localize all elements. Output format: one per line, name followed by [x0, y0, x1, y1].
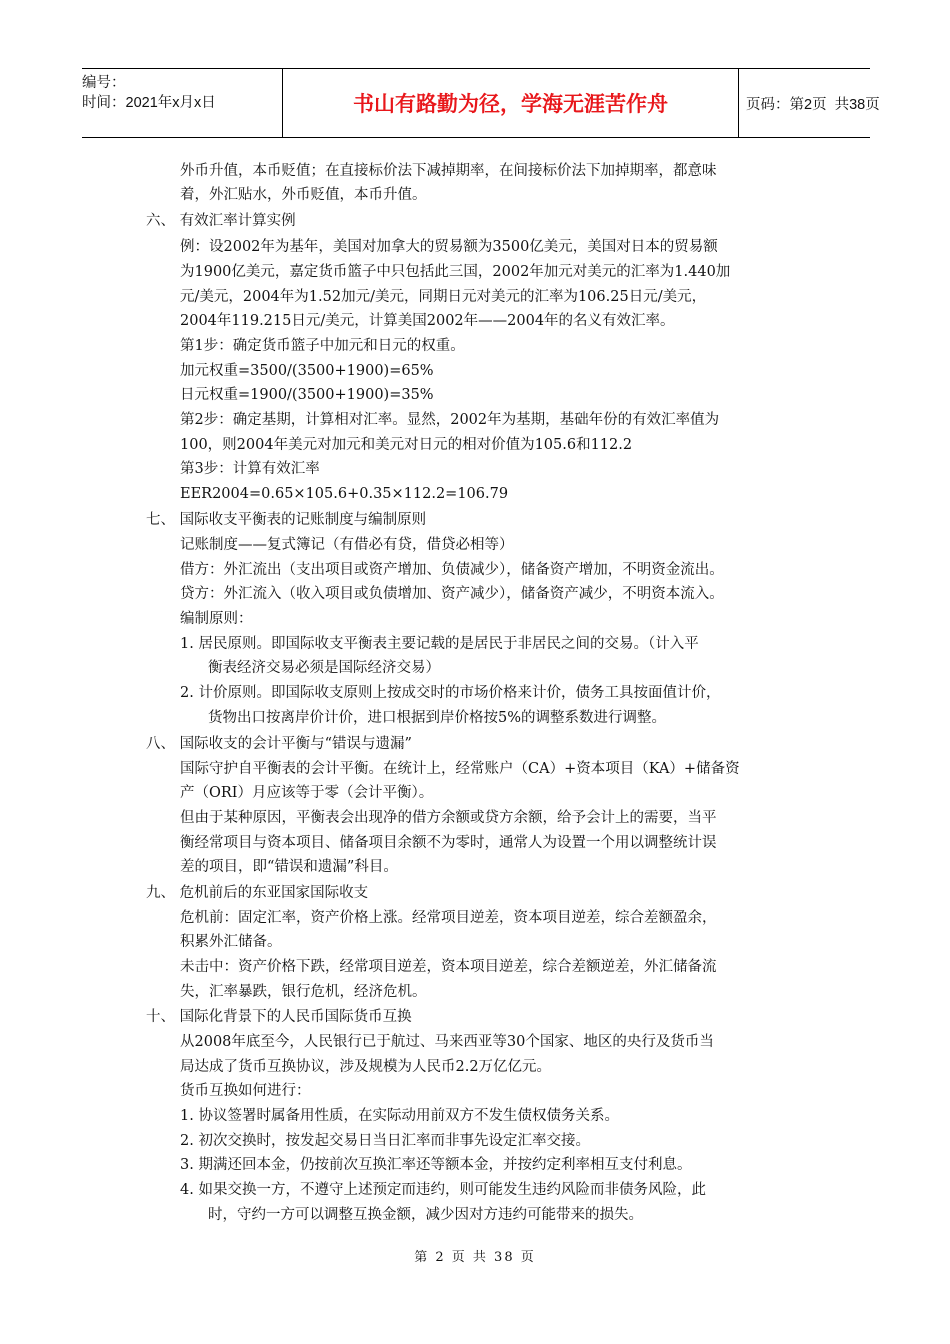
text-line: 第1步：确定货币篮子中加元和日元的权重。: [180, 338, 465, 354]
list-item: 1. 居民原则。即国际收支平衡表主要记载的是居民于非居民之间的交易。（计入平: [180, 636, 699, 652]
page-header: [82, 68, 880, 138]
text-line: 国际守护自平衡表的会计平衡。在统计上，经常账户（CA）+资本项目（KA）+储备资: [180, 761, 740, 777]
text-line: 局达成了货币互换协议，涉及规模为人民币2.2万亿亿元。: [180, 1059, 552, 1075]
text-line: 着，外汇贴水，外币贬值，本币升值。: [180, 187, 427, 203]
list-item: 2. 初次交换时，按发起交易日当日汇率而非事先设定汇率交接。: [180, 1133, 590, 1149]
text-line: 记账制度——复式簿记（有借必有贷，借贷必相等）: [180, 537, 514, 553]
text-line: 产（ORI）月应该等于零（会计平衡）。: [180, 785, 434, 801]
section-heading: 八、 国际收支的会计平衡与“错误与遗漏”: [146, 736, 412, 752]
section-heading: 九、 危机前后的东亚国家国际收支: [146, 885, 369, 901]
list-item-continuation: 衡表经济交易必须是国际经济交易）: [208, 660, 440, 676]
text-line: 差的项目，即“错误和遗漏”科目。: [180, 859, 398, 875]
text-line: 外币升值，本币贬值；在直接标价法下减掉期率，在间接标价法下加掉期率，都意味: [180, 163, 717, 179]
text-line: 例：设2002年为基年，美国对加拿大的贸易额为3500亿美元，美国对日本的贸易额: [180, 239, 718, 255]
list-item: 2. 计价原则。即国际收支原则上按成交时的市场价格来计价，债务工具按面值计价，: [180, 685, 721, 701]
text-line: EER2004=0.65×105.6+0.35×112.2=106.79: [180, 486, 509, 502]
section-heading: 十、 国际化背景下的人民币国际货币互换: [146, 1009, 412, 1025]
text-line: 加元权重=3500/(3500+1900)=65%: [180, 363, 434, 379]
text-line: 2004年119.215日元/美元，计算美国2002年——2004年的名义有效汇率。: [180, 313, 675, 329]
page-footer: 第 2 页 共 38 页: [414, 1250, 536, 1265]
text-line: 但由于某种原因，平衡表会出现净的借方余额或贷方余额，给予会计上的需要，当平: [180, 810, 717, 826]
list-item: 3. 期满还回本金，仍按前次互换汇率还等额本金，并按约定利率相互支付利息。: [180, 1157, 692, 1173]
text-line: 元/美元，2004年为1.52加元/美元，同期日元对美元的汇率为106.25日元/美元，: [180, 289, 707, 305]
page-info-text: 页码：第2页 共38页: [746, 96, 880, 113]
header-page-info: [738, 69, 878, 137]
header-motto: 书山有路勤为径，学海无涯苦作舟: [282, 69, 739, 137]
text-line: 从2008年底至今，人民银行已于航过、马来西亚等30个国家、地区的央行及货币当: [180, 1034, 714, 1050]
text-line: 危机前：固定汇率，资产价格上涨。经常项目逆差，资本项目逆差，综合差额盈余，: [180, 910, 717, 926]
text-line: 为1900亿美元，嘉定货币篮子中只包括此三国，2002年加元对美元的汇率为1.440加: [180, 264, 731, 280]
text-line: 100，则2004年美元对加元和美元对日元的相对价值为105.6和112.2: [180, 437, 633, 453]
text-line: 积累外汇储备。: [180, 934, 282, 950]
text-line: 第3步：计算有效汇率: [180, 461, 320, 477]
text-line: 衡经常项目与资本项目、储备项目余额不为零时，通常人为设置一个用以调整统计误: [180, 835, 717, 851]
text-line: 贷方：外汇流入（收入项目或负债增加、资产减少），储备资产减少，不明资本流入。: [180, 586, 724, 602]
text-line: 编制原则：: [180, 611, 253, 627]
text-line: 未击中：资产价格下跌，经常项目逆差，资本项目逆差，综合差额逆差，外汇储备流: [180, 959, 717, 975]
list-item-continuation: 时，守约一方可以调整互换金额，减少因对方违约可能带来的损失。: [208, 1207, 643, 1223]
list-item: 4. 如果交换一方，不遵守上述预定而违约，则可能发生违约风险而非债务风险，此: [180, 1182, 706, 1198]
serial-label: 编号：: [82, 75, 126, 91]
text-line: 日元权重=1900/(3500+1900)=35%: [180, 387, 434, 403]
header-meta: [82, 69, 282, 141]
text-line: 货币互换如何进行：: [180, 1083, 311, 1099]
text-line: 借方：外汇流出（支出项目或资产增加、负债减少），储备资产增加，不明资金流出。: [180, 562, 724, 578]
section-heading: 七、 国际收支平衡表的记账制度与编制原则: [146, 512, 427, 528]
section-heading: 六、 有效汇率计算实例: [146, 213, 296, 229]
list-item-continuation: 货物出口按离岸价计价，进口根据到岸价格按5%的调整系数进行调整。: [208, 710, 667, 726]
text-line: 第2步：确定基期，计算相对汇率。显然，2002年为基期，基础年份的有效汇率值为: [180, 412, 720, 428]
date-label: 时间：2021年x月x日: [82, 95, 216, 111]
list-item: 1. 协议签署时属备用性质，在实际动用前双方不发生债权债务关系。: [180, 1108, 619, 1124]
text-line: 失，汇率暴跌，银行危机，经济危机。: [180, 984, 427, 1000]
